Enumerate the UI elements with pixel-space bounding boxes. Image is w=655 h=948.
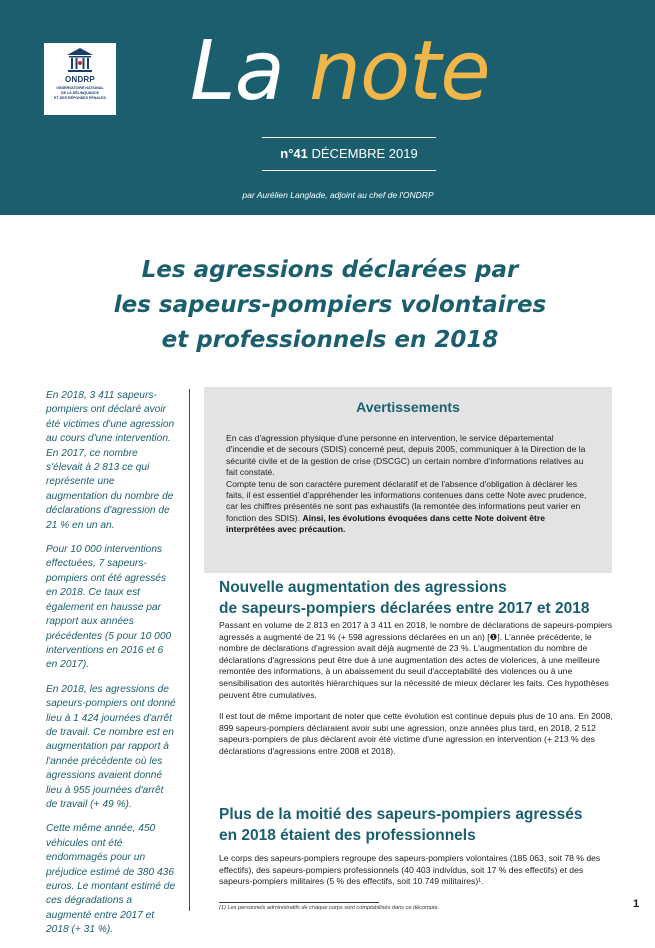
ondrp-logo (44, 43, 116, 115)
article-headline (60, 253, 600, 358)
title-la: La (190, 24, 284, 119)
publication-title (190, 22, 490, 122)
warning-box-title: Avertissements (356, 399, 460, 415)
issue-number: n°41 (280, 146, 308, 161)
headline-line-2: les sapeurs-pompiers volontaires (113, 292, 547, 318)
section-2-paragraph-1: Le corps des sapeurs-pompiers regroupe des sapeurs-pompiers volontaires (185 063, soit 78 % des effectifs), des sapeurs-pompiers professionnels (40 403 individus, soit 17 % des effectifs) et des sapeurs-pompiers militaires (5 % des effectifs, soit 10 749 militaires)¹. (219, 853, 601, 887)
title-note: note (309, 24, 490, 119)
sidebar-divider (189, 389, 190, 911)
headline-line-1: Les agressions déclarées par (141, 257, 519, 283)
header-rule-bottom (262, 170, 436, 171)
headline-line-3: et professionnels en 2018 (161, 327, 499, 353)
section-1-paragraph-1: Passant en volume de 2 813 en 2017 à 3 411 en 2018, le nombre de déclarations de sapeurs-pompiers agressés a augmenté de 21 % (+ 598 agressions déclarées en un an) [❶]. L'année précédente, le nombre de déclarations d'agression avait déjà augmenté de 23 %. L'augmentation du nombre de déclarations d'agressions peut être due à une augmentation des actes de violences, à une meilleure remontée des informations, à un abaissement du seuil d'acceptabilité des violences ou à une sensibilisation des autorités hiérarchiques sur la nécessité de mieux déclarer les faits. Ces hypothèses peuvent être cumulatives. (219, 620, 613, 700)
warning-box-body (226, 433, 594, 536)
summary-paragraph-3: En 2018, les agressions de sapeurs-pompiers ont donné lieu à 1 424 journées d'arrêt de travail. Ce nombre est en augmentation par rapport à l'année précédente où les agressions avaient donné lieu à 955 journées d'arrêt de travail (+ 49 %). (46, 683, 176, 810)
warning-paragraph-2: Compte tenu de son caractère purement déclaratif et de l'absence d'obligation à déclarer les faits, il est essentiel d'appréhender les informations contenues dans cette Note avec prudence, car les chiffres présentés ne sont pas exhaustifs (la remontée des informations peut varier en fonction des SDIS). Ainsi, les évolutions évoquées dans cette Note doivent être interprétées avec précaution. (226, 478, 587, 535)
summary-sidebar (46, 389, 176, 948)
section-2-body (219, 853, 613, 888)
section-1-title: Nouvelle augmentation des agressions de sapeurs-pompiers déclarées entre 2017 et 2018 (219, 579, 590, 617)
footnote-divider (219, 902, 379, 903)
section-2-title: Plus de la moitié des sapeurs-pompiers agressés en 2018 étaient des professionnels (219, 806, 583, 844)
header-rule-top (262, 137, 436, 138)
logo-subtitle: OBSERVATOIRE NATIONAL DE LA DÉLINQUANCE ET DES RÉPONSES PÉNALES (54, 86, 106, 100)
warning-box (204, 387, 612, 573)
header-band (0, 0, 655, 215)
logo-acronym: ONDRP (65, 75, 95, 84)
warning-paragraph-1: En cas d'agression physique d'une personne en intervention, le service départemental d'incendie et de secours (SDIS) concerné peut, depuis 2005, communiquer à la Direction de la sécurité civile et de la gestion de crise (DSCGC) un certain nombre d'informations relatives au fait constaté. (226, 433, 586, 478)
issue-line (262, 146, 436, 161)
warning-emphasis: Ainsi, les évolutions évoquées dans cette Note doivent être interprétées avec précaution. (226, 512, 546, 535)
section-1-body (219, 620, 613, 758)
institution-building-icon (66, 46, 94, 74)
summary-paragraph-1: En 2018, 3 411 sapeurs-pompiers ont déclaré avoir été victimes d'une agression au cours d'une intervention. En 2017, ce nombre s'élevait à 2 813 ce qui représente une augmentation du nombre de déclarations d'agression de 21 % en un an. (46, 390, 175, 531)
page-number: 1 (633, 898, 640, 910)
summary-paragraph-2: Pour 10 000 interventions effectuées, 7 sapeurs-pompiers ont été agressés en 2018. Ce taux est également en hausse par rapport aux années précédentes (5 pour 10 000 interventions en 2016 et 6 en 2017). (46, 544, 172, 671)
byline: par Aurélien Langlade, adjoint au chef de l'ONDRP (242, 190, 434, 200)
issue-date: DÉCEMBRE 2019 (311, 146, 418, 161)
section-1-paragraph-2: Il est tout de même important de noter que cette évolution est continue depuis plus de 10 ans. En 2008, 899 sapeurs-pompiers déclaraient avoir subi une agression, onze années plus tard, en 2018, 2 512 sapeurs-pompiers de plus déclarent avoir été victime d'une agression en intervention (+ 213 % des déclarations d'agressions entre 2008 et 2018). (219, 711, 613, 756)
footnote: (1) Les personnels administratifs de chaque corps sont comptabilisés dans ce décompte. (219, 905, 440, 911)
summary-paragraph-4: Cette même année, 450 véhicules ont été endommagés pour un préjudice estimé de 380 436 euros. Le montant estimé de ces dégradations a augmenté entre 2017 et 2018 (+ 31 %). (46, 823, 176, 936)
